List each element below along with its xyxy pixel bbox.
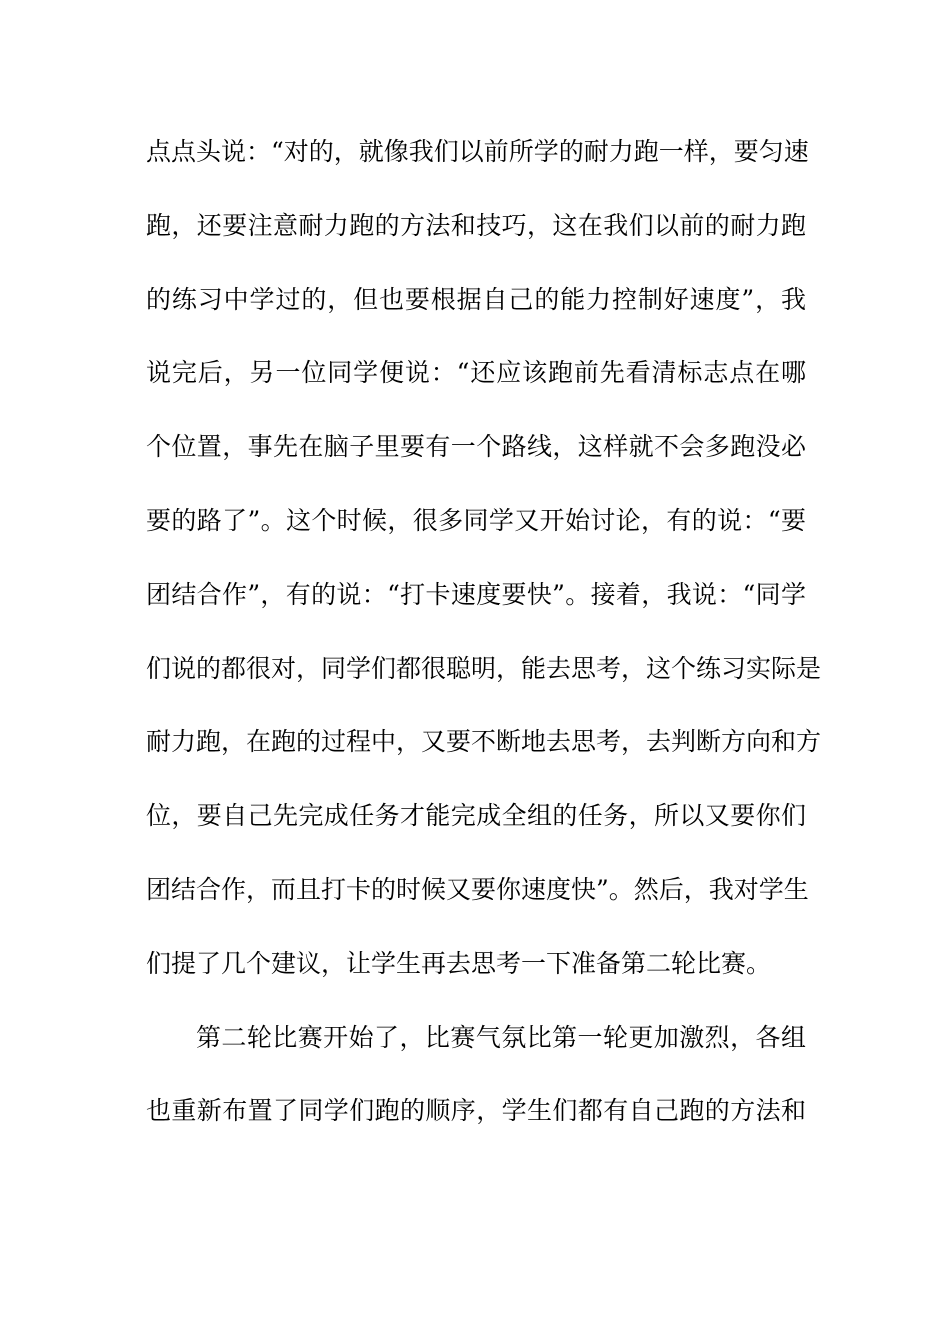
text-line: 个位置，事先在脑子里要有一个路线，这样就不会多跑没必 <box>146 432 806 462</box>
text-line: 要的路了”。这个时候，很多同学又开始讨论，有的说：“要 <box>146 505 806 535</box>
paragraph-end-line: 们提了几个建议，让学生再去思考一下准备第二轮比赛。 <box>146 948 772 978</box>
text-line: 耐力跑，在跑的过程中，又要不断地去思考，去判断方向和方 <box>146 727 822 757</box>
text-line: 说完后，另一位同学便说：“还应该跑前先看清标志点在哪 <box>146 358 806 388</box>
paragraph-start-line: 第二轮比赛开始了，比赛气氛比第一轮更加激烈，各组 <box>196 1022 806 1052</box>
text-line: 团结合作”，有的说：“打卡速度要快”。接着，我说：“同学 <box>146 579 806 609</box>
document-text-body <box>146 130 822 1163</box>
text-line: 位，要自己先完成任务才能完成全组的任务，所以又要你们 <box>146 801 806 831</box>
text-line: 们说的都很对，同学们都很聪明，能去思考，这个练习实际是 <box>146 653 822 683</box>
text-line: 点点头说：“对的，就像我们以前所学的耐力跑一样，要匀速 <box>146 137 809 166</box>
text-line: 的练习中学过的，但也要根据自己的能力控制好速度”，我 <box>146 284 806 314</box>
text-line: 跑，还要注意耐力跑的方法和技巧，这在我们以前的耐力跑 <box>146 210 806 240</box>
text-line: 也重新布置了同学们跑的顺序，学生们都有自己跑的方法和 <box>146 1096 806 1126</box>
text-line: 团结合作，而且打卡的时候又要你速度快”。然后，我对学生 <box>146 874 809 904</box>
